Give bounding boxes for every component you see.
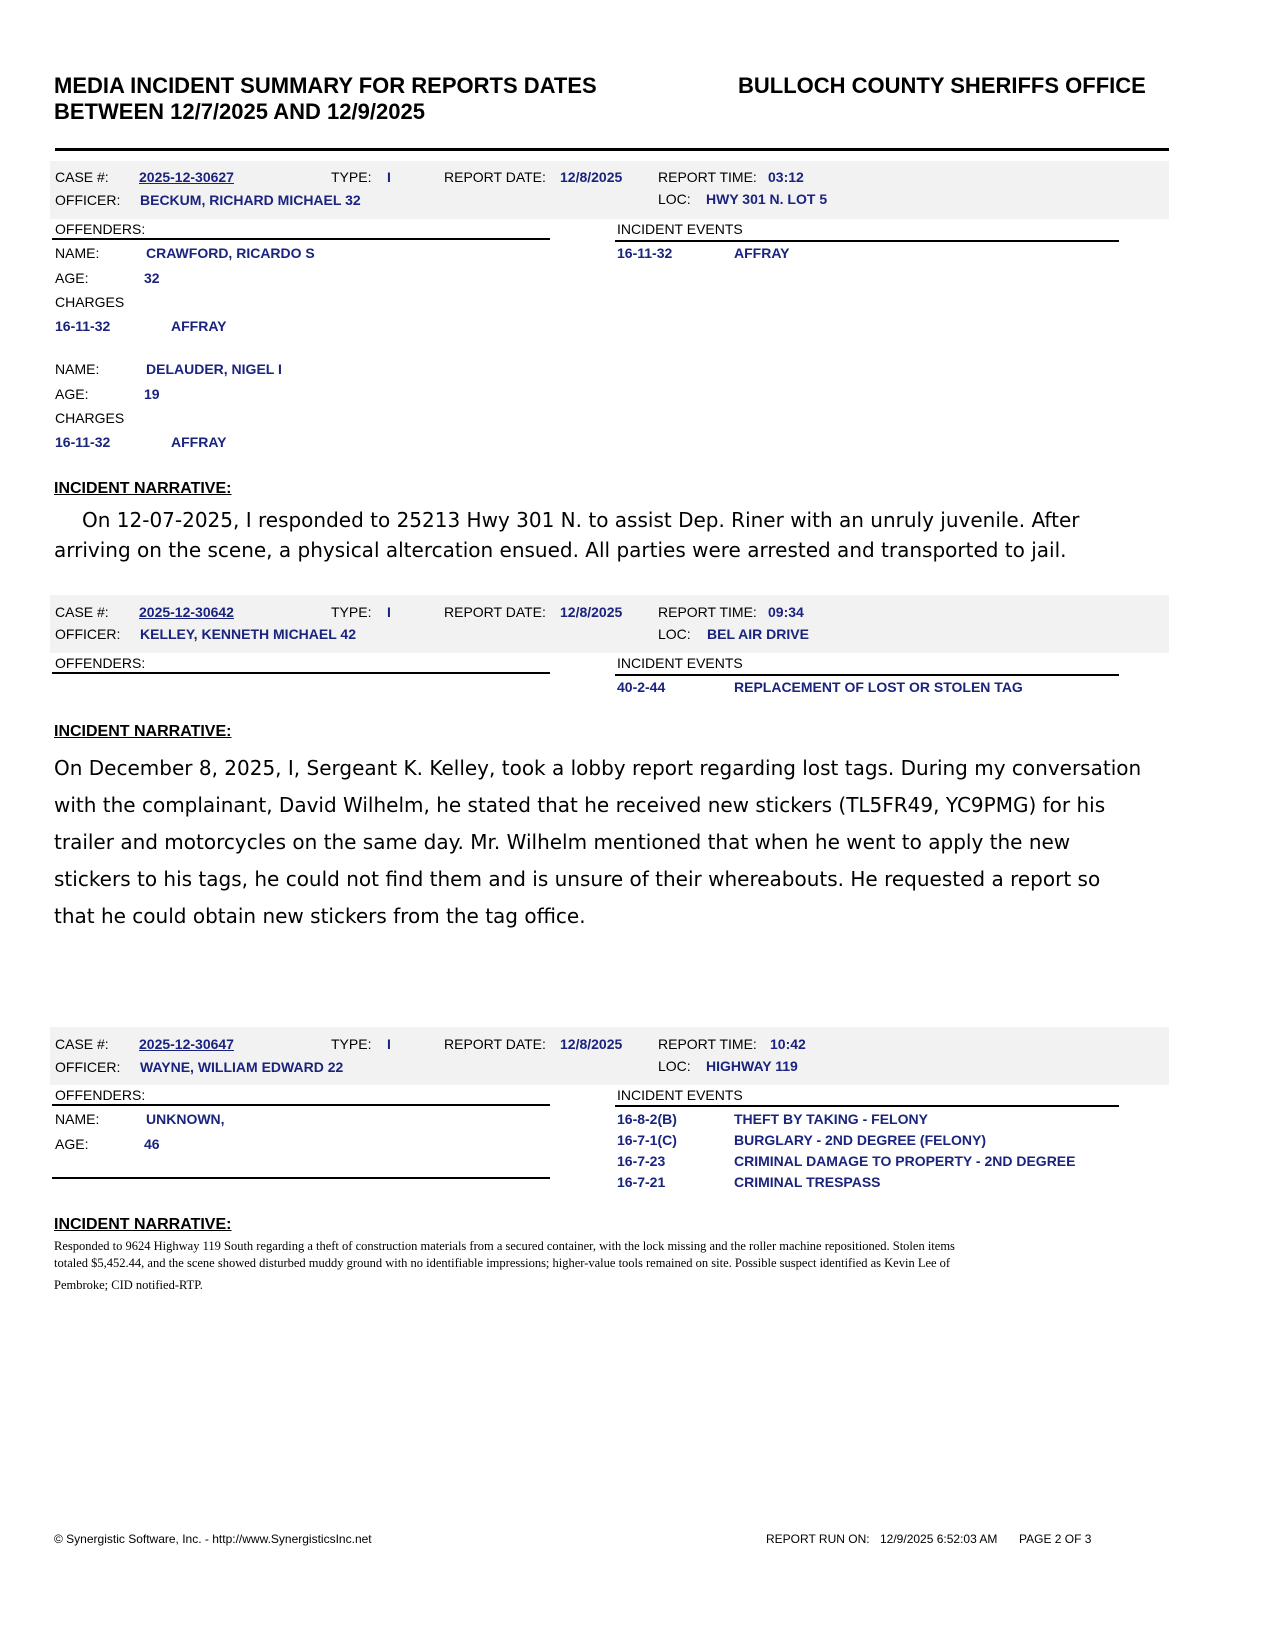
- event-code: 16-7-23: [617, 1153, 666, 1169]
- events-rule: [615, 1105, 1119, 1107]
- offender-age-label: AGE:: [55, 1136, 89, 1152]
- report-time-value: 09:34: [768, 604, 804, 620]
- report-date-label: REPORT DATE:: [444, 604, 546, 620]
- officer-value: WAYNE, WILLIAM EDWARD 22: [140, 1059, 344, 1075]
- footer-copyright: © Synergistic Software, Inc. - http://www.SynergisticsInc.net: [54, 1532, 372, 1546]
- officer-label: OFFICER:: [55, 1059, 121, 1075]
- narrative-heading: INCIDENT NARRATIVE:: [54, 723, 232, 740]
- offender-age: 32: [144, 270, 160, 286]
- location-value: HWY 301 N. LOT 5: [706, 191, 828, 207]
- case-number-label: CASE #:: [55, 169, 109, 185]
- offenders-rule: [52, 672, 550, 674]
- offender-name: UNKNOWN,: [146, 1111, 225, 1127]
- event-description: CRIMINAL DAMAGE TO PROPERTY - 2ND DEGREE: [734, 1153, 1076, 1169]
- officer-value: BECKUM, RICHARD MICHAEL 32: [140, 192, 361, 208]
- offenders-label: OFFENDERS:: [55, 1087, 146, 1103]
- charges-label: CHARGES: [55, 294, 125, 310]
- officer-value: KELLEY, KENNETH MICHAEL 42: [140, 626, 356, 642]
- charges-label: CHARGES: [55, 410, 125, 426]
- page-number: PAGE 2 OF 3: [1019, 1532, 1092, 1546]
- report-time-label: REPORT TIME:: [658, 169, 757, 185]
- event-code: 16-8-2(B): [617, 1111, 677, 1127]
- agency-name: BULLOCH COUNTY SHERIFFS OFFICE: [738, 73, 1146, 98]
- location-label: LOC:: [658, 626, 691, 642]
- type-label: TYPE:: [331, 604, 372, 620]
- narrative-line: Pembroke; CID notified-RTP.: [54, 1278, 203, 1292]
- report-date-label: REPORT DATE:: [444, 1036, 546, 1052]
- report-date-label: REPORT DATE:: [444, 169, 546, 185]
- case-number-label: CASE #:: [55, 1036, 109, 1052]
- narrative-heading: INCIDENT NARRATIVE:: [54, 480, 232, 497]
- event-code: 16-11-32: [617, 245, 673, 261]
- officer-label: OFFICER:: [55, 192, 121, 208]
- narrative-line: trailer and motorcycles on the same day. Mr. Wilhelm mentioned that when he went to apply the new: [54, 830, 1071, 854]
- case-number-label: CASE #:: [55, 604, 109, 620]
- case-number-link[interactable]: 2025-12-30627: [139, 169, 234, 185]
- officer-label: OFFICER:: [55, 626, 121, 642]
- event-code: 40-2-44: [617, 679, 666, 695]
- narrative-line: On 12-07-2025, I responded to 25213 Hwy 301 N. to assist Dep. Riner with an unruly juvenile. After: [82, 508, 1080, 532]
- case-number-link[interactable]: 2025-12-30647: [139, 1036, 234, 1052]
- report-run-label: REPORT RUN ON:: [766, 1532, 870, 1546]
- offender-age: 46: [144, 1136, 160, 1152]
- narrative-line: arriving on the scene, a physical altercation ensued. All parties were arrested and transported to jail.: [54, 538, 1067, 562]
- offender-name: DELAUDER, NIGEL I: [146, 361, 282, 377]
- event-description: REPLACEMENT OF LOST OR STOLEN TAG: [734, 679, 1023, 695]
- charge-description: AFFRAY: [171, 318, 227, 334]
- event-description: CRIMINAL TRESPASS: [734, 1174, 881, 1190]
- report-date-value: 12/8/2025: [560, 604, 623, 620]
- location-value: BEL AIR DRIVE: [707, 626, 809, 642]
- offender-age-label: AGE:: [55, 270, 89, 286]
- event-description: AFFRAY: [734, 245, 790, 261]
- charge-code: 16-11-32: [55, 318, 111, 334]
- offender-age-label: AGE:: [55, 386, 89, 402]
- charge-description: AFFRAY: [171, 434, 227, 450]
- location-value: HIGHWAY 119: [706, 1058, 798, 1074]
- offenders-end-rule: [52, 1177, 550, 1179]
- offender-name: CRAWFORD, RICARDO S: [146, 245, 315, 261]
- offender-name-label: NAME:: [55, 1111, 100, 1127]
- charge-code: 16-11-32: [55, 434, 111, 450]
- report-time-label: REPORT TIME:: [658, 604, 757, 620]
- incident-events-label: INCIDENT EVENTS: [617, 221, 743, 237]
- report-run-value: 12/9/2025 6:52:03 AM: [880, 1532, 998, 1546]
- incident-events-label: INCIDENT EVENTS: [617, 655, 743, 671]
- event-description: BURGLARY - 2ND DEGREE (FELONY): [734, 1132, 987, 1148]
- report-date-value: 12/8/2025: [560, 1036, 623, 1052]
- events-rule: [615, 674, 1119, 676]
- narrative-heading: INCIDENT NARRATIVE:: [54, 1216, 232, 1233]
- type-label: TYPE:: [331, 1036, 372, 1052]
- narrative-line: with the complainant, David Wilhelm, he stated that he received new stickers (TL5FR49, YC9PMG) for his: [54, 793, 1106, 817]
- report-time-label: REPORT TIME:: [658, 1036, 757, 1052]
- offenders-label: OFFENDERS:: [55, 221, 146, 237]
- narrative-line: stickers to his tags, he could not find them and is unsure of their whereabouts. He requested a report so: [54, 867, 1101, 891]
- events-rule: [615, 240, 1119, 242]
- location-label: LOC:: [658, 191, 691, 207]
- case-number-link[interactable]: 2025-12-30642: [139, 604, 234, 620]
- report-title-line1: MEDIA INCIDENT SUMMARY FOR REPORTS DATES: [54, 73, 597, 98]
- type-label: TYPE:: [331, 169, 372, 185]
- report-date-value: 12/8/2025: [560, 169, 623, 185]
- report-time-value: 03:12: [768, 169, 804, 185]
- event-description: THEFT BY TAKING - FELONY: [734, 1111, 928, 1127]
- narrative-line: that he could obtain new stickers from the tag office.: [54, 904, 586, 928]
- offender-name-label: NAME:: [55, 361, 100, 377]
- incident-events-label: INCIDENT EVENTS: [617, 1087, 743, 1103]
- type-value: I: [387, 604, 391, 620]
- type-value: I: [387, 1036, 391, 1052]
- offender-name-label: NAME:: [55, 245, 100, 261]
- report-title-line2: BETWEEN 12/7/2025 AND 12/9/2025: [54, 99, 425, 124]
- offender-age: 19: [144, 386, 160, 402]
- type-value: I: [387, 169, 391, 185]
- header-divider: [55, 148, 1169, 151]
- report-time-value: 10:42: [770, 1036, 806, 1052]
- event-code: 16-7-1(C): [617, 1132, 677, 1148]
- narrative-line: totaled $5,452.44, and the scene showed disturbed muddy ground with no identifiable impressions; higher-value tools remained on site. Possible suspect identified as Kevin Lee of: [54, 1256, 951, 1270]
- offenders-label: OFFENDERS:: [55, 655, 146, 671]
- narrative-line: On December 8, 2025, I, Sergeant K. Kelley, took a lobby report regarding lost tags. During my conversation: [54, 756, 1142, 780]
- event-code: 16-7-21: [617, 1174, 666, 1190]
- narrative-line: Responded to 9624 Highway 119 South regarding a theft of construction materials from a secured container, with the lock missing and the roller machine repositioned. Stolen items: [54, 1239, 955, 1253]
- offenders-rule: [52, 238, 550, 240]
- location-label: LOC:: [658, 1058, 691, 1074]
- offenders-rule: [52, 1104, 550, 1106]
